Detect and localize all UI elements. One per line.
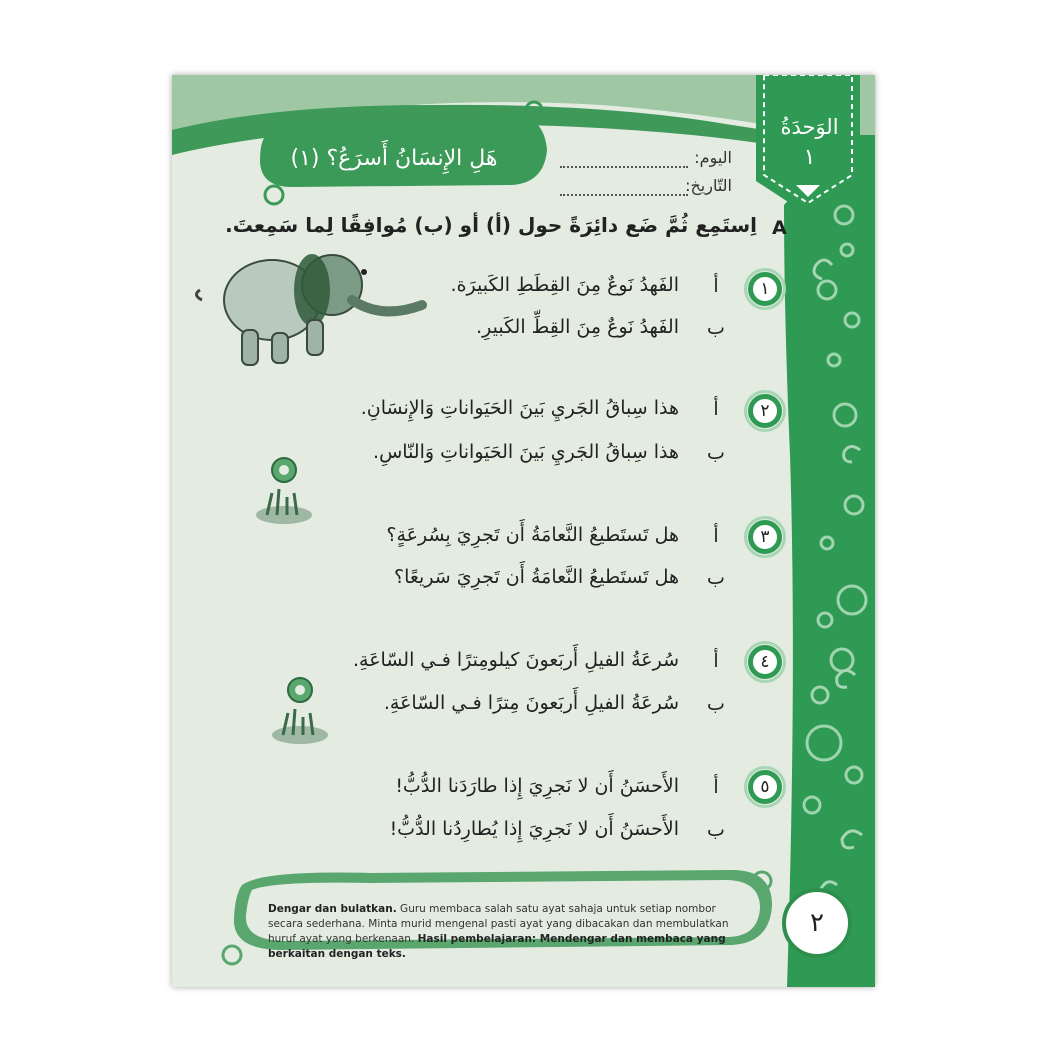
option-text-a: سُرعَةُ الفيلِ أَربَعونَ كيلومِترًا فـي السّاعَةِ.: [352, 649, 679, 671]
instruction: اِستَمِع ثُمَّ ضَع دائِرَةً حول (أ) أو (ب) مُوافِقًا لِما سَمِعتَ.: [225, 213, 757, 237]
question-number: ٤: [748, 645, 782, 679]
day-field[interactable]: [560, 165, 688, 168]
option-letter-b[interactable]: ب: [707, 819, 725, 841]
option-text-a: الفَهدُ نَوعٌ مِنَ القِطَطِ الكَبيرَة.: [450, 274, 679, 296]
question-number: ٥: [748, 770, 782, 804]
question-number: ٢: [748, 394, 782, 428]
option-text-b: هذا سِباقُ الجَريِ بَينَ الحَيَواناتِ وَالنّاسِ.: [373, 441, 679, 463]
learning-outcome: Hasil pembelajaran: Mendengar dan membaca yang berkaitan dengan teks.: [268, 933, 726, 960]
elephant-illustration: [196, 254, 422, 365]
option-letter-a[interactable]: أ: [713, 525, 719, 547]
question-number: ١: [748, 272, 782, 306]
option-letter-a[interactable]: أ: [713, 275, 719, 297]
swirl-icon: [223, 946, 241, 964]
option-letter-a[interactable]: أ: [713, 650, 719, 672]
teacher-note: [268, 902, 743, 962]
page-title: هَلِ الإِنسَانُ أَسرَعُ؟ (١): [290, 145, 498, 171]
option-text-b: الفَهدُ نَوعٌ مِنَ القِطِّ الكَبيرِ.: [476, 316, 679, 338]
option-text-a: هذا سِباقُ الجَريِ بَينَ الحَيَواناتِ وَالإِنسَانِ.: [360, 397, 679, 419]
option-text-b: هل تَستَطيعُ النَّعامَةُ أَن تَجرِيَ سَريعًا؟: [394, 566, 679, 588]
worksheet-page: [172, 75, 875, 987]
option-text-b: الأَحسَنُ أَن لا نَجرِيَ إِذا يُطارِدُنا الدُّبُّ!: [389, 818, 679, 840]
unit-label: الوَحدَةُ: [780, 115, 839, 139]
option-text-a: هل تَستَطيعُ النَّعامَةُ أَن تَجرِيَ بِسُرعَةٍ؟: [386, 524, 679, 546]
section-letter: A: [772, 217, 787, 239]
flower-icon: [256, 458, 312, 524]
option-letter-b[interactable]: ب: [707, 567, 725, 589]
teacher-note-heading: Dengar dan bulatkan.: [268, 903, 397, 915]
option-text-b: سُرعَةُ الفيلِ أَربَعونَ مِترًا فـي السّاعَةِ.: [383, 692, 679, 714]
option-text-a: الأَحسَنُ أَن لا نَجرِيَ إِذا طارَدَنا الدُّبُّ!: [395, 775, 679, 797]
option-letter-a[interactable]: أ: [713, 398, 719, 420]
teacher-note-body: Guru membaca salah satu ayat sahaja untuk setiap nombor secara sederhana. Minta murid mengenal pasti ayat yang dibacakan dan membulatkan huruf ayat yang berkenaan.: [268, 903, 729, 945]
page-number: ٢: [782, 888, 852, 958]
day-label: اليوم:: [694, 148, 732, 167]
unit-number: ١: [803, 145, 816, 170]
option-letter-a[interactable]: أ: [713, 776, 719, 798]
date-label: التّاريخ:: [685, 176, 732, 195]
option-letter-b[interactable]: ب: [707, 317, 725, 339]
question-number: ٣: [748, 520, 782, 554]
option-letter-b[interactable]: ب: [707, 442, 725, 464]
date-field[interactable]: [560, 193, 688, 196]
option-letter-b[interactable]: ب: [707, 693, 725, 715]
